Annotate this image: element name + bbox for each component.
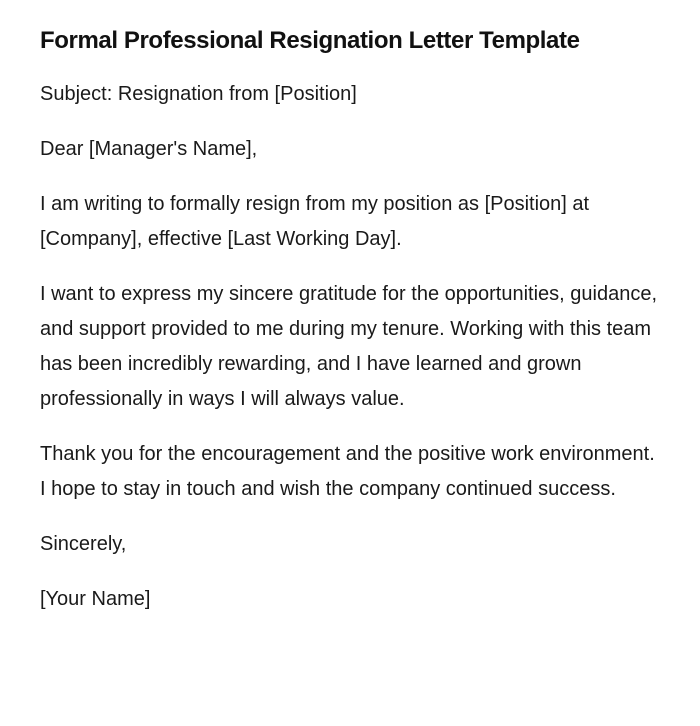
letter-signature: [Your Name] xyxy=(40,588,151,610)
letter-body xyxy=(40,77,660,617)
letter-paragraph: I am writing to formally resign from my position as [Position] at [Company], effective [Last Working Day]. xyxy=(40,193,590,250)
letter-paragraph: I want to express my sincere gratitude for the opportunities, guidance, and support provided to me during my tenure. Working with this team has been incredibly rewarding, and I have learned and grown professionally in ways I will always value. xyxy=(40,283,658,410)
letter-paragraph: Thank you for the encouragement and the positive work environment. I hope to stay in touch and wish the company continued success. xyxy=(40,443,655,500)
letter-salutation: Dear [Manager's Name], xyxy=(40,138,258,160)
document-title: Formal Professional Resignation Letter Template xyxy=(40,27,580,54)
letter-closing: Sincerely, xyxy=(40,533,127,555)
letter-subject: Subject: Resignation from [Position] xyxy=(40,83,357,105)
